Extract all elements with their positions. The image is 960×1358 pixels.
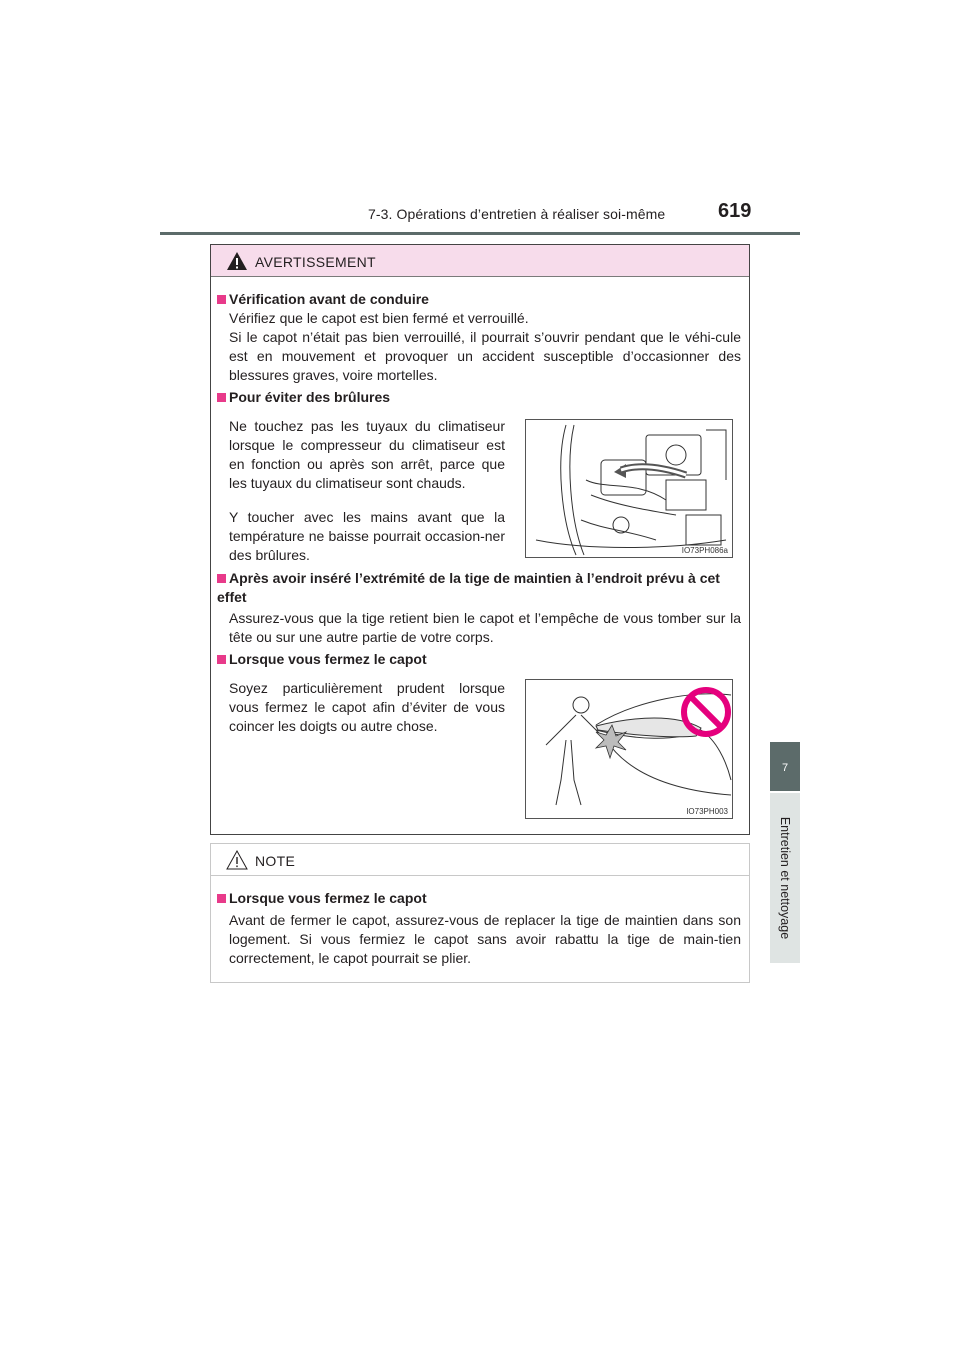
note-box: [210, 843, 750, 983]
warning-header: [211, 245, 749, 277]
bullet-square-icon: [217, 393, 226, 402]
closing-hood-illustration: [526, 680, 732, 818]
engine-bay-figure: [525, 419, 733, 558]
figure-code: IO73PH086a: [681, 546, 728, 555]
warning-heading-4: Lorsque vous fermez le capot: [217, 650, 742, 669]
page-number: 619: [718, 200, 752, 222]
warning-text-2b: Y toucher avec les mains avant que la température ne baisse pourrait occasion-ner des brûlures.: [229, 509, 505, 563]
warning-text-3: Assurez-vous que la tige retient bien le capot et l’empêche de vous tomber sur la tête ou sur une autre partie de votre corps.: [229, 610, 741, 645]
warning-text-2: Ne touchez pas les tuyaux du climatiseur lorsque le compresseur du climatiseur est en fonction ou après son arrêt, parce que les tuyaux du climatiseur sont chauds.: [229, 418, 505, 491]
closing-hood-figure: [525, 679, 733, 819]
warning-heading-2: Pour éviter des brûlures: [217, 388, 742, 407]
chapter-title: Entretien et nettoyage: [778, 816, 792, 940]
chapter-number-tab[interactable]: 7: [770, 742, 800, 791]
warning-text-4: Soyez particulièrement prudent lorsque vous fermez le capot afin d’éviter de vous coincer les doigts ou autre chose.: [229, 680, 505, 734]
engine-bay-illustration: [526, 420, 732, 557]
warning-icon: [226, 251, 248, 271]
warning-heading-3: Après avoir inséré l’extrémité de la tige de maintien à l’endroit prévu à cet effet: [217, 570, 720, 605]
note-title: NOTE: [255, 853, 296, 869]
bullet-square-icon: [217, 894, 226, 903]
header-rule: [160, 232, 800, 235]
warning-text-1: Vérifiez que le capot est bien fermé et verrouillé.: [229, 310, 529, 326]
note-text-1: Avant de fermer le capot, assurez-vous de replacer la tige de maintien dans son logement. Si vous fermiez le capot sans avoir rabattu la tige de main-tien correctement, le capot pourrait se plier.: [229, 912, 741, 966]
figure-code: IO73PH003: [686, 807, 728, 816]
bullet-square-icon: [217, 655, 226, 664]
section-title: 7-3. Opérations d’entretien à réaliser soi-même: [368, 206, 666, 222]
note-heading-1: Lorsque vous fermez le capot: [217, 889, 742, 908]
warning-title: AVERTISSEMENT: [255, 254, 376, 270]
bullet-square-icon: [217, 295, 226, 304]
warning-box: [210, 244, 750, 835]
warning-text-1b: Si le capot n’était pas bien verrouillé, il pourrait s’ouvrir pendant que le véhi-cule est en mouvement et provoquer un accident susceptible d’occasionner des blessures graves, voire mortelles.: [229, 329, 741, 383]
bullet-square-icon: [217, 574, 226, 583]
caution-icon: [226, 850, 248, 870]
note-header: [211, 844, 749, 876]
warning-heading-1: Vérification avant de conduire: [217, 290, 742, 309]
